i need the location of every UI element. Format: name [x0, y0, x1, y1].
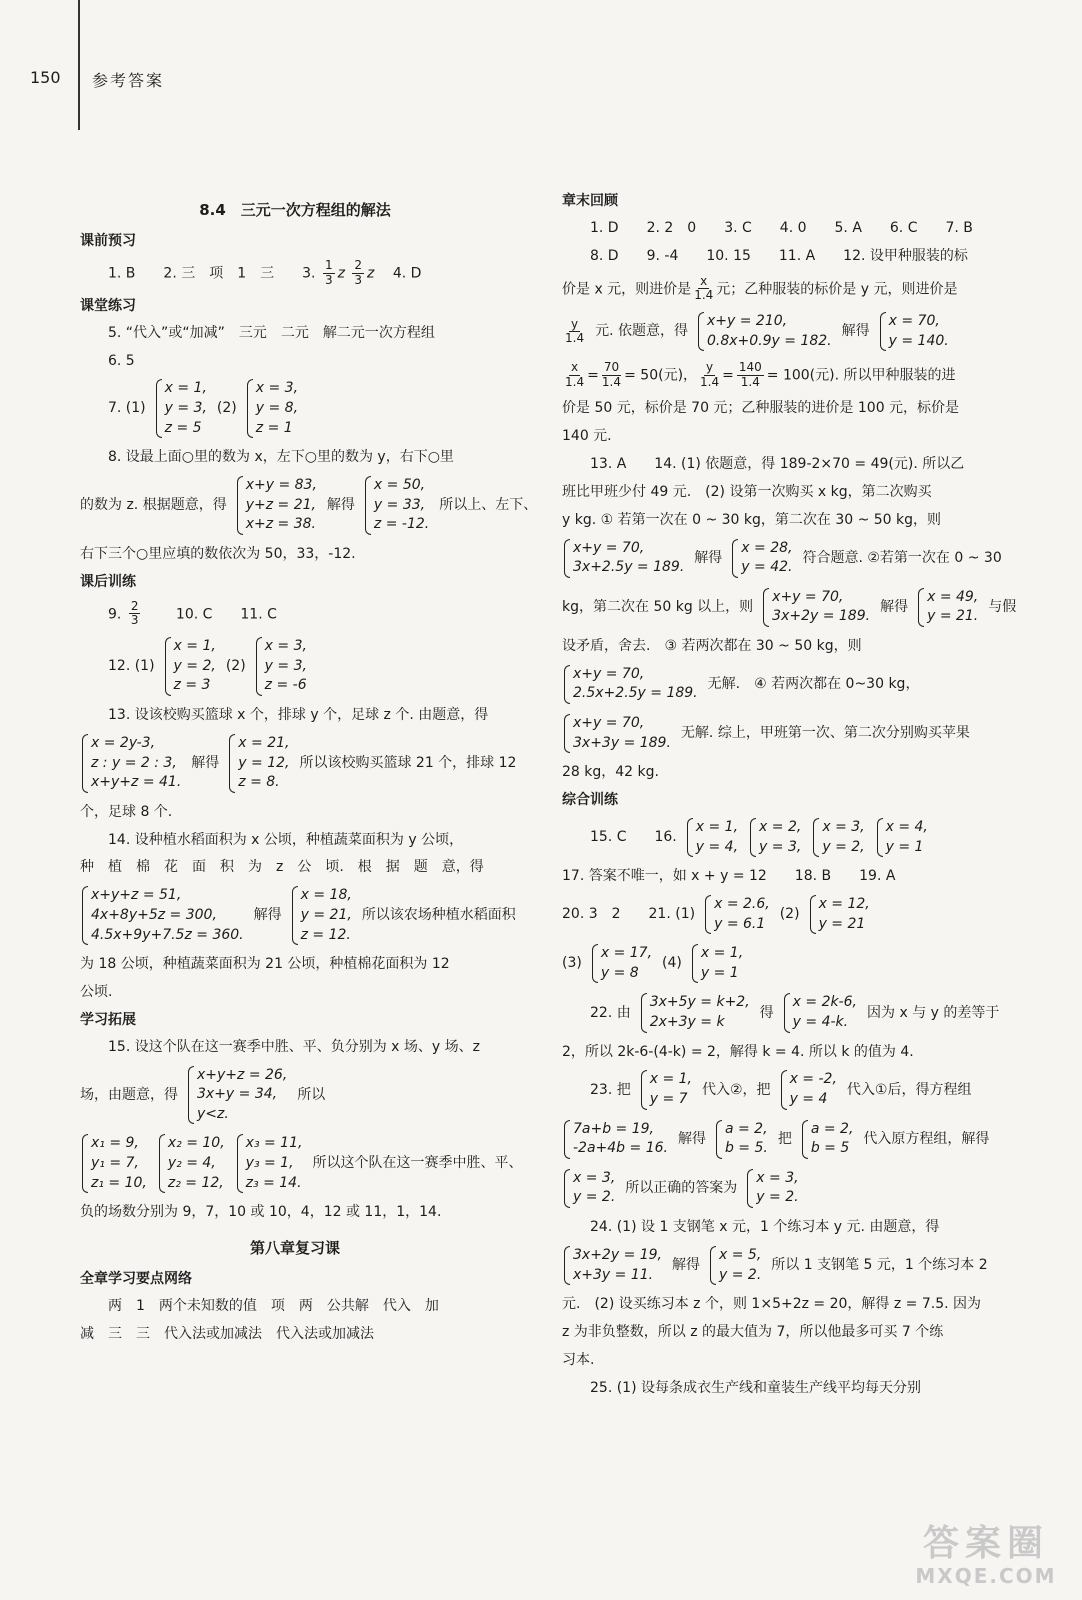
- brace-mark: [781, 1070, 787, 1109]
- fraction: $\frac{x}{1.4}$: [565, 360, 585, 390]
- answer-13-systems: x = 2y-3, z : y = 2 : 3, x+y+z = 41. 解得 x = 21, y = 12, z = 8. 所以该校购买篮球 21 个，排球 12: [80, 734, 510, 793]
- equation-line: y = 7: [649, 1091, 688, 1108]
- equation-line: x+y+z = 41.: [91, 774, 182, 791]
- network-line-2: 减 三 三 代入法或加减法 代入法或加减法: [80, 1326, 374, 1343]
- equation-line: y = 3,: [164, 400, 207, 416]
- equation-line: 3x+5y = k+2,: [649, 994, 750, 1011]
- answer-24-e: 习本.: [562, 1351, 595, 1368]
- answer-23-b: 7a+b = 19, -2a+4b = 16. 解得 a = 2, b = 5. 把 a = 2, b = 5 代入原方程组，解得: [562, 1120, 990, 1159]
- answer-12: 12. (1) x = 1, y = 2, z = 3 (2) x = 3, y = 3, z = -6: [108, 637, 510, 696]
- fraction: $\frac{x}{1.4}$: [694, 273, 714, 303]
- answer-20-21: 20. 3 2 21. (1) x = 2.6, y = 6.1 (2) x = 12, y = 21: [562, 895, 990, 934]
- equation-line: z = 5: [164, 419, 202, 436]
- equation-system: [813, 818, 864, 857]
- equation-line: 0.8x+0.9y = 182.: [707, 332, 832, 349]
- answer-7: 7. (1) x = 1, y = 3, z = 5 (2) x = 3, y = 8, z = 1: [108, 379, 510, 438]
- equation-line: 4x+8y+5z = 300,: [91, 906, 217, 923]
- brace-mark: [237, 1134, 243, 1193]
- equation-line: y = 2,: [822, 838, 865, 855]
- equation-line: y = 2.: [719, 1266, 762, 1283]
- brace-mark: [256, 637, 262, 696]
- answer-6: 6. 5: [108, 352, 135, 369]
- equation-line: x = 5,: [719, 1246, 762, 1263]
- equation-system: [237, 1134, 303, 1193]
- equation-line: y+z = 21,: [245, 496, 316, 513]
- equation-line: y = 21.: [927, 608, 979, 625]
- equation-line: 3x+2y = 189.: [772, 608, 871, 625]
- equation-line: 2x+3y = k: [649, 1013, 725, 1030]
- review-line-6: 价是 50 元，标价是 70 元；乙种服装的进价是 100 元，标价是: [562, 400, 960, 417]
- answer-22-b: 2，所以 2k-6-(4-k) = 2，解得 k = 4. 所以 k 的值为 4.: [562, 1043, 914, 1060]
- equation-line: x = 1,: [173, 638, 216, 655]
- brace-mark: [810, 895, 816, 934]
- equation-system: [750, 818, 801, 857]
- answer-24: 24. (1) 设 1 支钢笔 x 元，1 个练习本 y 元. 由题意，得: [590, 1219, 940, 1236]
- equation-system: [641, 993, 750, 1032]
- equation-line: z : y = 2 : 3,: [91, 754, 177, 771]
- equation-line: z₁ = 10,: [91, 1174, 147, 1191]
- equation-line: 3x+y = 34,: [197, 1086, 278, 1103]
- equation-system: [802, 1120, 854, 1159]
- equation-system: [564, 1169, 615, 1208]
- review-line-9: 班比甲班少付 49 元. (2) 设第一次购买 x kg，第二次购买: [562, 483, 932, 500]
- equation-system: [564, 1246, 662, 1285]
- equation-line: x+y+z = 51,: [91, 887, 182, 904]
- equation-line: x = 1,: [649, 1071, 692, 1088]
- brace-mark: [564, 1246, 570, 1285]
- equation-line: x₂ = 10,: [167, 1135, 225, 1152]
- equation-line: y = 4: [789, 1091, 828, 1108]
- equation-system: [763, 588, 870, 627]
- equation-line: x = 2,: [759, 818, 802, 835]
- equation-line: x = 3,: [756, 1169, 799, 1186]
- equation-system: [82, 1134, 147, 1193]
- equation-line: x = 2y-3,: [91, 734, 156, 751]
- fraction: $\frac{y}{1.4}$: [700, 360, 720, 390]
- margin-rule: [78, 0, 80, 130]
- brace-mark: [156, 379, 162, 438]
- equation-line: y = 2,: [173, 657, 216, 674]
- answer-15-system: 场，由题意，得 x+y+z = 26, 3x+y = 34, y<z. 所以: [80, 1066, 510, 1125]
- section-title: 8.4 三元一次方程组的解法: [199, 201, 391, 219]
- equation-system: [564, 665, 698, 704]
- equation-system: [877, 818, 928, 857]
- equation-system: [564, 1120, 668, 1159]
- equation-system: [159, 1134, 225, 1193]
- answer-17-19: 17. 答案不唯一，如 x + y = 12 18. B 19. A: [562, 868, 896, 885]
- equation-system: [229, 734, 289, 793]
- review-line-5: $\frac{x}{1.4}$ = $\frac{70}{1.4}$ = 50(元)， $\frac{y}{1.4}$ = $\frac{140}{1.4}$ = 100(元). 所以甲种服装的进: [565, 360, 956, 390]
- equation-system: [165, 637, 216, 696]
- subsection-class: 课堂练习: [80, 297, 136, 314]
- equation-line: y = 1: [700, 964, 739, 981]
- brace-mark: [687, 818, 693, 857]
- review-line-16: 28 kg，42 kg.: [562, 764, 659, 781]
- review-line-3: 价是 x 元，则进价是 $\frac{x}{1.4}$ 元；乙种服装的标价是 y 元，则进价是: [562, 273, 958, 303]
- equation-line: x = 17,: [600, 945, 653, 962]
- review-line-10: y kg. ① 若第一次在 0 ~ 30 kg，第二次在 30 ~ 50 kg，则: [562, 511, 942, 528]
- equation-line: z = -12.: [373, 516, 430, 533]
- brace-mark: [82, 1134, 88, 1193]
- brace-mark: [365, 476, 371, 535]
- equation-system: [705, 895, 770, 934]
- equation-line: z = 1: [255, 419, 293, 436]
- review-line-7: 140 元.: [562, 427, 612, 444]
- answer-24-b: 3x+2y = 19, x+3y = 11. 解得 x = 5, y = 2. 所以 1 支钢笔 5 元，1 个练习本 2: [562, 1246, 990, 1285]
- equation-line: 2.5x+2.5y = 189.: [573, 685, 698, 702]
- answer-14-b: 种 植 棉 花 面 积 为 z 公 顷. 根 据 题 意，得: [80, 859, 484, 876]
- running-header: 参考答案: [92, 71, 165, 90]
- brace-mark: [564, 714, 570, 753]
- equation-line: x+y = 70,: [573, 665, 645, 682]
- equation-line: b = 5: [810, 1140, 850, 1157]
- brace-mark: [732, 539, 738, 578]
- equation-line: x = 21,: [238, 734, 290, 751]
- equation-line: y = 8: [600, 964, 639, 981]
- brace-mark: [165, 637, 171, 696]
- equation-line: z = 8.: [238, 774, 280, 791]
- equation-line: 3x+2y = 19,: [573, 1246, 663, 1263]
- equation-line: b = 5.: [724, 1140, 768, 1157]
- equation-line: x = 4,: [885, 818, 928, 835]
- subsection-comprehensive: 综合训练: [562, 792, 618, 809]
- brace-mark: [564, 539, 570, 578]
- review-line-12: kg，第二次在 50 kg 以上，则 x+y = 70, 3x+2y = 189. 解得 x = 49, y = 21. 与假: [562, 588, 990, 627]
- equation-line: z₂ = 12,: [167, 1174, 224, 1191]
- subsection-after: 课后训练: [80, 573, 136, 590]
- brace-mark: [564, 1169, 570, 1208]
- brace-mark: [641, 1070, 647, 1109]
- brace-mark: [237, 476, 243, 535]
- answer-14-systems: x+y+z = 51, 4x+8y+5z = 300, 4.5x+9y+7.5z = 360. 解得 x = 18, y = 21, z = 12. 所以该农场种植水稻面积: [80, 886, 510, 945]
- answer-14-e: 公顷.: [80, 984, 113, 1001]
- answer-15: 15. 设这个队在这一赛季中胜、平、负分别为 x 场、y 场、z: [108, 1038, 480, 1055]
- equation-line: 3x+2.5y = 189.: [573, 559, 685, 576]
- equation-line: a = 2,: [810, 1120, 854, 1137]
- subsection-network: 全章学习要点网络: [80, 1271, 192, 1288]
- equation-system: [82, 886, 244, 945]
- brace-mark: [82, 734, 88, 793]
- equation-system: [365, 476, 429, 535]
- equation-line: x+z = 38.: [245, 516, 316, 533]
- equation-line: x = 1,: [700, 945, 744, 962]
- equation-line: y = 8,: [255, 400, 299, 416]
- equation-line: y = 21,: [300, 906, 352, 923]
- equation-system: [292, 886, 352, 945]
- brace-mark: [710, 1246, 716, 1285]
- equation-line: y = 2.: [756, 1189, 799, 1206]
- brace-mark: [641, 993, 647, 1032]
- equation-line: x+y = 210,: [707, 313, 788, 330]
- subsection-review: 章末回顾: [562, 193, 618, 209]
- equation-line: x₁ = 9,: [91, 1135, 139, 1152]
- review-line-14: x+y = 70, 2.5x+2.5y = 189. 无解. ④ 若两次都在 0~30 kg，: [562, 665, 990, 704]
- equation-system: [237, 476, 317, 535]
- brace-mark: [784, 993, 790, 1032]
- brace-mark: [564, 1120, 570, 1159]
- equation-system: [247, 379, 298, 438]
- equation-line: z = 12.: [300, 926, 351, 943]
- equation-line: y = 4-k.: [792, 1013, 849, 1030]
- equation-line: 3x+3y = 189.: [573, 734, 671, 751]
- equation-line: x = 3,: [264, 638, 307, 655]
- equation-line: x = 18,: [300, 887, 352, 904]
- answer-8-conclusion: 右下三个○里应填的数依次为 50，33，-12.: [80, 545, 356, 562]
- equation-line: x+y+z = 26,: [197, 1066, 288, 1083]
- answer-13: 13. 设该校购买篮球 x 个，排球 y 个，足球 z 个. 由题意，得: [108, 707, 489, 724]
- equation-line: x = 1,: [164, 380, 207, 397]
- equation-line: x = -2,: [789, 1071, 837, 1088]
- brace-mark: [716, 1120, 722, 1159]
- fraction: $\frac{y}{1.4}$: [565, 316, 585, 346]
- equation-line: y₁ = 7,: [91, 1155, 139, 1172]
- fraction: $\frac{2}{3}$: [130, 598, 139, 628]
- equation-line: y = 6.1: [714, 915, 766, 932]
- equation-line: x = 3,: [573, 1169, 616, 1186]
- equation-system: [564, 539, 684, 578]
- fraction: $\frac{2}{3}$: [354, 258, 363, 287]
- equation-system: [918, 588, 978, 627]
- brace-mark: [698, 312, 704, 351]
- equation-line: x+y = 70,: [772, 588, 844, 605]
- review-line-15: x+y = 70, 3x+3y = 189. 无解. 综上，甲班第一次、第二次分别购买苹果: [562, 714, 990, 753]
- equation-system: [564, 714, 671, 753]
- equation-system: [82, 734, 181, 793]
- answer-24-c: 元. (2) 设买练习本 z 个，则 1×5+2z = 20，解得 z = 7.5. 因为: [562, 1296, 982, 1313]
- answer-5: 5. “代入”或“加减” 三元 二元 解二元一次方程组: [108, 324, 435, 341]
- equation-line: y = 42.: [741, 559, 793, 576]
- brace-mark: [159, 1134, 165, 1193]
- equation-line: y = 3,: [264, 657, 307, 674]
- equation-line: y₂ = 4,: [167, 1155, 216, 1172]
- equation-line: x = 3,: [822, 818, 865, 835]
- equation-system: [710, 1246, 761, 1285]
- brace-mark: [813, 818, 819, 857]
- right-column: [562, 184, 1017, 1407]
- review-line-8: 13. A 14. (1) 依题意，得 189-2×70 = 49(元). 所以乙: [590, 455, 965, 472]
- equation-system: [747, 1169, 798, 1208]
- fraction: $\frac{70}{1.4}$: [601, 360, 622, 390]
- answer-8: 8. 设最上面○里的数为 x，左下○里的数为 y，右下○里: [108, 449, 454, 466]
- brace-mark: [750, 818, 756, 857]
- equation-line: z = -6: [264, 677, 307, 694]
- equation-line: x+y = 70,: [573, 539, 645, 556]
- answer-25: 25. (1) 设每条成衣生产线和童装生产线平均每天分别: [590, 1379, 921, 1396]
- subsection-preview: 课前预习: [80, 233, 136, 250]
- equation-system: [592, 944, 652, 983]
- subsection-extension: 学习拓展: [80, 1011, 136, 1028]
- equation-line: x = 70,: [888, 313, 940, 330]
- brace-mark: [747, 1169, 753, 1208]
- answer-15-conclusion: 负的场数分别为 9，7，10 或 10，4，12 或 11，1，14.: [80, 1204, 442, 1221]
- answer-22: 22. 由 3x+5y = k+2, 2x+3y = k 得 x = 2k-6, y = 4-k. 因为 x 与 y 的差等于: [590, 993, 990, 1032]
- equation-line: y<z.: [197, 1105, 229, 1122]
- left-column: [80, 196, 538, 1353]
- answer-14-d: 为 18 公顷，种植蔬菜面积为 21 公顷，种植棉花面积为 12: [80, 956, 450, 973]
- brace-mark: [229, 734, 235, 793]
- equation-line: x = 28,: [741, 539, 793, 556]
- brace-mark: [82, 886, 88, 945]
- brace-mark: [292, 886, 298, 945]
- review-line-2: 8. D 9. -4 10. 15 11. A 12. 设甲种服装的标: [590, 247, 968, 264]
- equation-line: y₃ = 1,: [245, 1155, 294, 1172]
- review-line-1: 1. D 2. 2 0 3. C 4. 0 5. A 6. C 7. B: [590, 219, 973, 236]
- watermark-logo: 答案圈 MXQE.COM: [915, 1523, 1057, 1588]
- equation-line: y = 140.: [888, 332, 949, 349]
- review-line-11: x+y = 70, 3x+2.5y = 189. 解得 x = 28, y = 42. 符合题意. ②若第一次在 0 ~ 30: [562, 539, 990, 578]
- equation-line: y = 1: [885, 838, 924, 855]
- brace-mark: [880, 312, 886, 351]
- brace-mark: [564, 665, 570, 704]
- answer-1-4: 1. B 2. 三 项 1 三 3. $\frac{1}{3}$ z $\frac{2}{3}$ z 4. D: [108, 258, 422, 287]
- equation-line: y = 33,: [373, 496, 426, 513]
- brace-mark: [918, 588, 924, 627]
- equation-line: z = 3: [173, 677, 211, 694]
- chapter-review-title: 第八章复习课: [249, 1239, 340, 1258]
- brace-mark: [692, 944, 698, 983]
- brace-mark: [705, 895, 711, 934]
- equation-system: [156, 379, 207, 438]
- equation-system: [256, 637, 307, 696]
- equation-system: [641, 1070, 692, 1109]
- equation-line: x = 3,: [255, 380, 299, 397]
- equation-line: y = 12,: [238, 754, 290, 771]
- equation-line: x+y = 70,: [573, 714, 645, 731]
- equation-line: x+3y = 11.: [573, 1266, 654, 1283]
- equation-line: y = 21: [818, 915, 866, 932]
- answer-8-systems: 的数为 z. 根据题意，得 x+y = 83, y+z = 21, x+z = 38. 解得 x = 50, y = 33, z = -12. 所以上、左下、: [80, 476, 510, 535]
- fraction: $\frac{1}{3}$: [324, 258, 333, 287]
- equation-line: x₃ = 11,: [245, 1135, 303, 1152]
- brace-mark: [877, 818, 883, 857]
- equation-system: [188, 1066, 287, 1125]
- brace-mark: [188, 1066, 194, 1125]
- equation-line: x = 2.6,: [714, 896, 770, 912]
- equation-line: a = 2,: [724, 1120, 768, 1137]
- equation-system: [716, 1120, 768, 1159]
- review-line-13: 设矛盾，舍去. ③ 若两次都在 30 ~ 50 kg，则: [562, 637, 862, 654]
- equation-line: y = 2.: [573, 1189, 616, 1206]
- equation-line: y = 3,: [759, 838, 802, 855]
- equation-system: [880, 312, 949, 351]
- equation-line: x = 49,: [927, 588, 979, 605]
- brace-mark: [802, 1120, 808, 1159]
- equation-line: x = 12,: [818, 896, 870, 912]
- page-number: 150: [30, 68, 61, 87]
- fraction: $\frac{140}{1.4}$: [738, 360, 762, 390]
- equation-line: x = 1,: [695, 818, 739, 835]
- answer-23: 23. 把 x = 1, y = 7 代入②，把 x = -2, y = 4 代入①后，得方程组: [590, 1070, 990, 1109]
- equation-line: x = 50,: [373, 477, 426, 494]
- answer-24-d: z 为非负整数，所以 z 的最大值为 7，所以他最多可买 7 个练: [562, 1323, 944, 1340]
- equation-line: 7a+b = 19,: [573, 1120, 654, 1137]
- equation-system: [732, 539, 792, 578]
- equation-line: z₃ = 14.: [245, 1174, 302, 1191]
- answer-14: 14. 设种植水稻面积为 x 公顷，种植蔬菜面积为 y 公顷，: [108, 831, 464, 848]
- equation-line: 4.5x+9y+7.5z = 360.: [91, 926, 244, 943]
- equation-line: -2a+4b = 16.: [573, 1140, 668, 1157]
- equation-system: [698, 312, 832, 351]
- equation-line: x = 2k-6,: [792, 994, 858, 1011]
- equation-line: y = 4,: [695, 838, 739, 855]
- answer-23-c: x = 3, y = 2. 所以正确的答案为 x = 3, y = 2.: [562, 1169, 990, 1208]
- equation-system: [810, 895, 870, 934]
- equation-system: [781, 1070, 837, 1109]
- equation-system: [692, 944, 743, 983]
- equation-line: x+y = 83,: [245, 477, 317, 494]
- answer-13-end: 个，足球 8 个.: [80, 803, 173, 820]
- network-line-1: 两 1 两个未知数的值 项 两 公共解 代入 加: [108, 1298, 439, 1315]
- equation-system: [687, 818, 738, 857]
- answer-21-cont: (3) x = 17, y = 8 (4) x = 1, y = 1: [562, 944, 990, 983]
- answer-15-solutions: x₁ = 9, y₁ = 7, z₁ = 10, x₂ = 10, y₂ = 4, z₂ = 12, x₃ = 11, y₃ = 1, z₃ = 14. 所以这个队在这一赛季中胜、平、: [80, 1134, 510, 1193]
- answer-9-11: 9. $\frac{2}{3}$ 10. C 11. C: [108, 598, 277, 628]
- answer-15-16: 15. C 16. x = 1, y = 4, x = 2, y = 3, x = 3, y = 2, x = 4, y = 1: [590, 818, 990, 857]
- equation-system: [784, 993, 857, 1032]
- brace-mark: [592, 944, 598, 983]
- brace-mark: [763, 588, 769, 627]
- brace-mark: [247, 379, 253, 438]
- review-line-4: $\frac{y}{1.4}$ 元. 依题意，得 x+y = 210, 0.8x+0.9y = 182. 解得 x = 70, y = 140.: [562, 312, 990, 351]
